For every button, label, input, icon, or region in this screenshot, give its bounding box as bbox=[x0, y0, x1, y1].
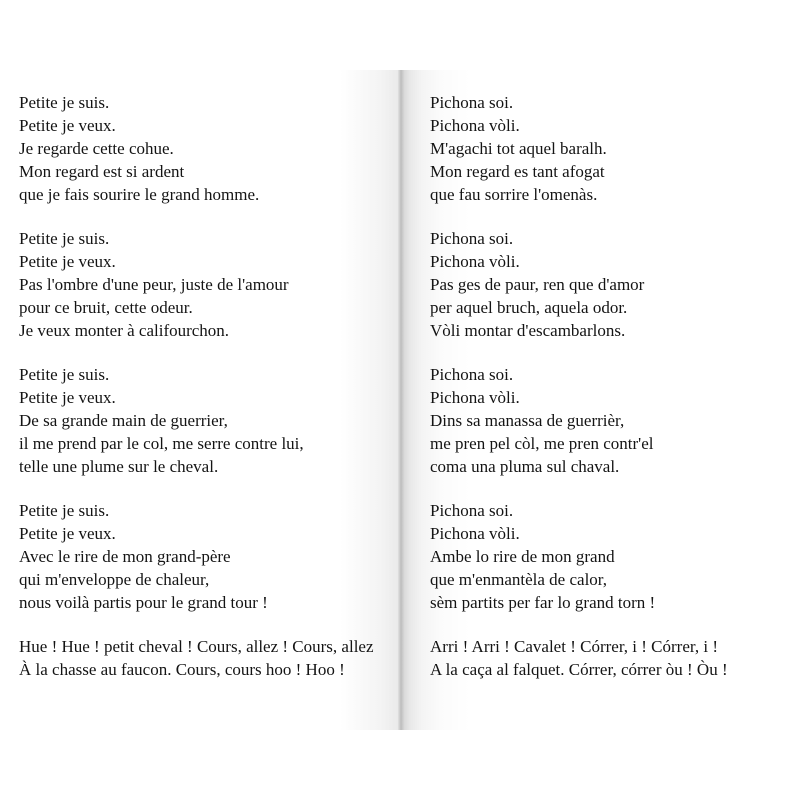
stanza-5 bbox=[19, 635, 374, 681]
poem-line: Pichona soi. bbox=[430, 229, 514, 248]
poem-line: coma una pluma sul chaval. bbox=[430, 457, 620, 476]
stanza-4 bbox=[430, 499, 728, 614]
poem-line: Pichona soi. bbox=[430, 93, 514, 112]
poem-line: Avec le rire de mon grand-père bbox=[19, 547, 231, 566]
poem-line: Vòli montar d'escambarlons. bbox=[430, 321, 626, 340]
poem-line: Pichona vòli. bbox=[430, 524, 520, 543]
poem-line: Petite je veux. bbox=[19, 252, 116, 271]
poem-line: nous voilà partis pour le grand tour ! bbox=[19, 593, 268, 612]
stanza-1 bbox=[430, 91, 728, 206]
poem-line: me pren pel còl, me pren contr'el bbox=[430, 434, 654, 453]
poem-line: Pas l'ombre d'une peur, juste de l'amour bbox=[19, 275, 289, 294]
poem-line: qui m'enveloppe de chaleur, bbox=[19, 570, 210, 589]
poem-line: que fau sorrire l'omenàs. bbox=[430, 185, 598, 204]
poem-line: telle une plume sur le cheval. bbox=[19, 457, 219, 476]
poem-line: Pichona soi. bbox=[430, 365, 514, 384]
poem-line: De sa grande main de guerrier, bbox=[19, 411, 228, 430]
poem-line: Petite je suis. bbox=[19, 365, 110, 384]
poem-line: il me prend par le col, me serre contre lui, bbox=[19, 434, 304, 453]
poem-line: Petite je suis. bbox=[19, 93, 110, 112]
poem-line: M'agachi tot aquel baralh. bbox=[430, 139, 607, 158]
poem-line: Je regarde cette cohue. bbox=[19, 139, 174, 158]
poem-line: Pichona soi. bbox=[430, 501, 514, 520]
poem-line: Ambe lo rire de mon grand bbox=[430, 547, 615, 566]
poem-line: Dins sa manassa de guerrièr, bbox=[430, 411, 625, 430]
stanza-3 bbox=[430, 363, 728, 478]
poem-line: Petite je veux. bbox=[19, 116, 116, 135]
poem-line: pour ce bruit, cette odeur. bbox=[19, 298, 193, 317]
stanza-2 bbox=[430, 227, 728, 342]
poem-line: Pichona vòli. bbox=[430, 252, 520, 271]
poem-line: per aquel bruch, aquela odor. bbox=[430, 298, 628, 317]
stanza-4 bbox=[19, 499, 374, 614]
occitan-poem bbox=[430, 91, 728, 702]
poem-line: que m'enmantèla de calor, bbox=[430, 570, 608, 589]
poem-line: À la chasse au faucon. Cours, cours hoo ! Hoo ! bbox=[19, 660, 345, 679]
stanza-5 bbox=[430, 635, 728, 681]
french-poem bbox=[19, 91, 374, 702]
poem-line: Petite je suis. bbox=[19, 501, 110, 520]
poem-line: Petite je veux. bbox=[19, 524, 116, 543]
poem-line: Pichona vòli. bbox=[430, 116, 520, 135]
stanza-2 bbox=[19, 227, 374, 342]
book-gutter bbox=[398, 70, 404, 730]
stanza-1 bbox=[19, 91, 374, 206]
stanza-3 bbox=[19, 363, 374, 478]
poem-line: A la caça al falquet. Córrer, córrer òu ! Òu ! bbox=[430, 660, 728, 679]
poem-line: Mon regard es tant afogat bbox=[430, 162, 605, 181]
poem-line: Arri ! Arri ! Cavalet ! Córrer, i ! Córrer, i ! bbox=[430, 637, 719, 656]
poem-line: Hue ! Hue ! petit cheval ! Cours, allez ! Cours, allez bbox=[19, 637, 374, 656]
poem-line: Petite je veux. bbox=[19, 388, 116, 407]
poem-line: Pichona vòli. bbox=[430, 388, 520, 407]
poem-line: Mon regard est si ardent bbox=[19, 162, 185, 181]
poem-line: Je veux monter à califourchon. bbox=[19, 321, 230, 340]
poem-line: Petite je suis. bbox=[19, 229, 110, 248]
poem-line: sèm partits per far lo grand torn ! bbox=[430, 593, 656, 612]
poem-line: Pas ges de paur, ren que d'amor bbox=[430, 275, 645, 294]
poem-line: que je fais sourire le grand homme. bbox=[19, 185, 260, 204]
